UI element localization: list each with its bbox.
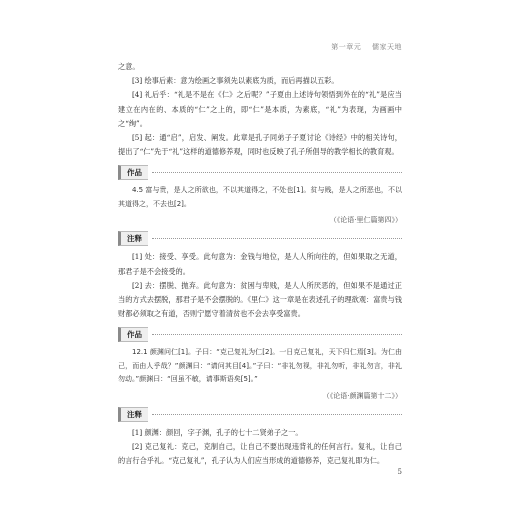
note-text: [3] 绘事后素：意为绘画之事须先以素底为质，而后再描以五彩。: [132, 76, 339, 86]
work-label: 作品: [118, 165, 148, 180]
work-source: （《论语·里仁篇第四》）: [329, 216, 402, 225]
notes-label: 注释: [118, 231, 148, 246]
chapter-label: 第一章元: [331, 43, 362, 51]
note-text: [1] 颜渊：颜回，字子渊，孔子的七十二贤弟子之一。: [132, 427, 303, 437]
note-text: [4] 礼后乎：“礼是不是在《仁》之后呢？”子夏由上述诗句领悟到外在的“礼”是应当建立在内在的、本质的“仁”之上的，即“仁”是本质，为素底，“礼”为表现，为画画中之“绚”。: [118, 90, 402, 128]
work-source: （《论语·颜渊篇第十二》）: [322, 391, 402, 400]
divider: [152, 172, 402, 173]
note-text: [2] 克己复礼：克己，克制自己，让自己不要出现违背礼的任何言行。复礼，让自己的言行合乎礼。“克己复礼”，孔子认为人们应当形成的道德修养，克己复礼即为仁。: [118, 442, 402, 466]
work-label: 作品: [118, 327, 148, 342]
work-text: 12.1 颜渊问仁[1]。子曰：“克己复礼为仁[2]。一日克己复礼，天下归仁焉[3]。为仁由己，而由人乎哉？”颜渊曰：“请问其目[4]。”子曰：“非礼勿视，非礼勿听，非礼勿言，非礼勿动。”颜渊曰：“回虽不敏，请事斯语矣[5]。”: [118, 348, 402, 384]
page-number: 5: [397, 468, 402, 476]
notes-section-heading: [118, 407, 402, 422]
notes-label: 注释: [118, 407, 148, 422]
note-text: [1] 处：接受、享受。此句意为：金钱与地位，是人人所向往的，但如果取之无道，那君子是不会接受的。: [118, 252, 402, 276]
note-text: [2] 去：摆脱、抛弃。此句意为：贫困与卑贱，是人人所厌恶的，但如果不是通过正当的方式去摆脱，那君子是不会摆脱的。《里仁》这一章是在表述孔子的理欲观：富贵与钱财都必须取之有道，否则宁愿守着清贫也不会去享受富贵。: [118, 280, 402, 319]
work-section-heading: [118, 165, 402, 180]
chapter-title: 儒家天地: [372, 43, 402, 51]
work-text: 4.5 富与贵，是人之所欲也，不以其道得之，不处也[1]。贫与贱，是人之所恶也，不以其道得之，不去也[2]。: [118, 186, 402, 208]
note-text: 之意。: [118, 62, 140, 71]
divider: [152, 414, 402, 415]
running-head: [323, 42, 402, 52]
work-section-heading: [118, 327, 402, 342]
divider: [152, 334, 402, 335]
note-text: [5] 起：通“启”，启发、阐发。此章是孔子同弟子子夏讨论《诗经》中的相关诗句，提出了“仁”先于“礼”这样的道德修养观，同时也反映了孔子所倡导的教学相长的教育观。: [118, 133, 402, 157]
notes-section-heading: [118, 231, 402, 246]
divider: [152, 238, 402, 239]
